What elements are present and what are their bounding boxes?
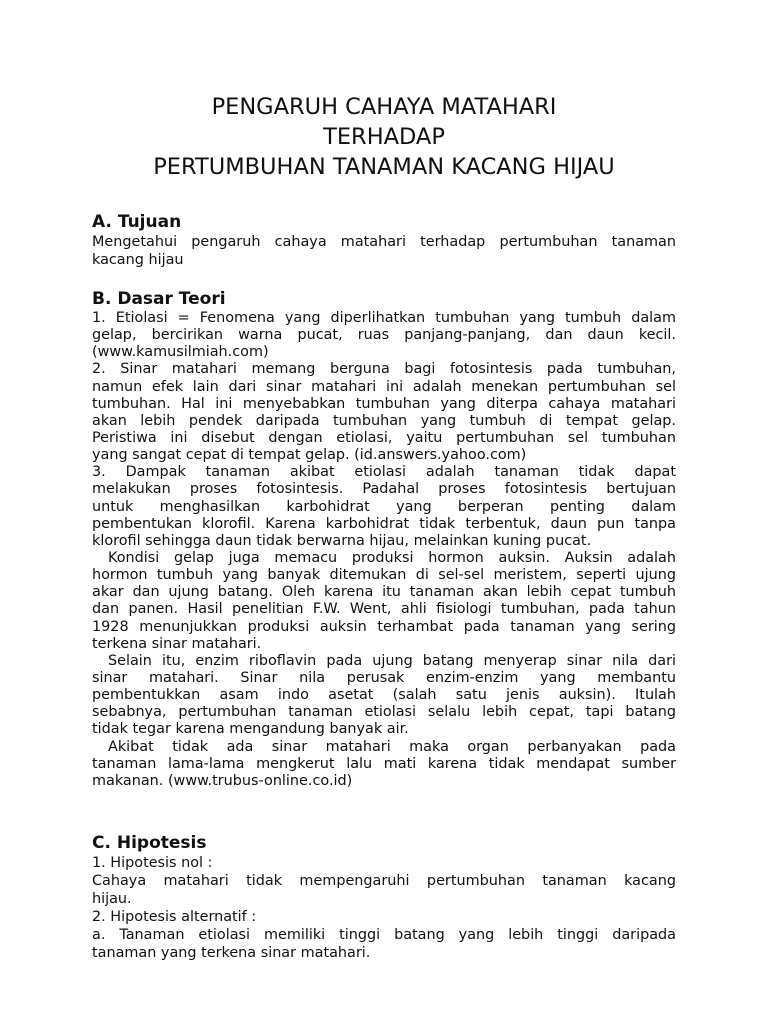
section-dasar-teori [92, 288, 676, 790]
paragraph [92, 739, 676, 790]
text-line: untuk menghasilkan karbohidrat yang berperan penting dalam [92, 498, 676, 515]
text-line: klorofil sehingga daun tidak berwarna hijau, melainkan kuning pucat. [92, 532, 592, 549]
text-line: 1. Hipotesis nol : [92, 855, 213, 871]
text-line: sebabnya, pertumbuhan tanaman etiolasi selalu lebih cepat, tapi batang [92, 704, 676, 721]
paragraph [92, 653, 676, 739]
section-tujuan [92, 211, 676, 269]
paragraph [92, 854, 676, 872]
section-heading: A. Tujuan [92, 212, 182, 232]
section-heading: C. Hipotesis [92, 833, 207, 853]
section-heading: B. Dasar Teori [92, 289, 226, 309]
text-line: dan panen. Hasil penelitian F.W. Went, ahli fisiologi tumbuhan, pada tahun [92, 601, 676, 618]
text-line: tanaman lama-lama mengkerut lalu mati karena tidak mendapat sumber [92, 755, 676, 772]
text-line: akan lebih pendek daripada tumbuhan yang tumbuh di tempat gelap. [92, 412, 676, 429]
text-line: Selain itu, enzim riboflavin pada ujung batang menyerap sinar nila dari [108, 652, 676, 669]
title-line: PERTUMBUHAN TANAMAN KACANG HIJAU [153, 154, 615, 180]
text-line: namun efek lain dari sinar matahari ini adalah menekan pertumbuhan sel [92, 378, 676, 395]
text-line: tanaman yang terkena sinar matahari. [92, 945, 371, 961]
text-line: akar dan ujung batang. Oleh karena itu tanaman akan lebih cepat tumbuh [92, 584, 676, 601]
text-line: hijau. [92, 891, 132, 907]
text-line: 1. Etiolasi = Fenomena yang diperlihatkan tumbuhan yang tumbuh dalam [92, 310, 676, 326]
text-line: kacang hijau [92, 252, 184, 268]
text-line: tidak tegar karena mengandung banyak air. [92, 721, 409, 738]
text-line: Peristiwa ini disebut dengan etiolasi, yaitu pertumbuhan sel tumbuhan [92, 429, 676, 446]
text-line: hormon tumbuh yang banyak ditemukan di sel-sel meristem, seperti ujung [92, 567, 676, 584]
text-line: pembentukan klorofil. Karena karbohidrat tidak terbentuk, daun pun tanpa [92, 515, 676, 532]
paragraph [92, 310, 676, 361]
text-line: a. Tanaman etiolasi memiliki tinggi batang yang lebih tinggi daripada [92, 927, 676, 943]
text-line: 2. Hipotesis alternatif : [92, 909, 257, 925]
text-line: makanan. (www.trubus-online.co.id) [92, 772, 353, 789]
paragraph [92, 361, 676, 464]
paragraph [92, 926, 676, 962]
text-line: gelap, bercirikan warna pucat, ruas panjang-panjang, dan daun kecil. [92, 327, 676, 344]
text-line: Akibat tidak ada sinar matahari maka organ perbanyakan pada [108, 738, 676, 755]
title-line: PENGARUH CAHAYA MATAHARI [211, 94, 557, 120]
paragraph [92, 908, 676, 926]
paragraph [92, 872, 676, 908]
title-line: TERHADAP [323, 124, 445, 150]
text-line: pembentukkan asam indo asetat (salah satu jenis auksin). Itulah [92, 687, 676, 704]
text-line: (www.kamusilmiah.com) [92, 344, 269, 361]
text-line: terkena sinar matahari. [92, 635, 262, 652]
section-hipotesis [92, 832, 676, 962]
text-line: sinar matahari. Sinar nila perusak enzim-enzim yang membantu [92, 669, 676, 686]
text-line: yang sangat cepat di tempat gelap. (id.answers.yahoo.com) [92, 447, 527, 464]
text-line: 1928 menunjukkan produksi auksin terhambat pada tanaman yang sering [92, 618, 676, 635]
text-line: Cahaya matahari tidak mempengaruhi pertumbuhan tanaman kacang [92, 873, 676, 889]
paragraph [92, 464, 676, 550]
text-line: 3. Dampak tanaman akibat etiolasi adalah tanaman tidak dapat [92, 464, 676, 481]
paragraph [92, 233, 676, 269]
text-line: Kondisi gelap juga memacu produksi hormon auksin. Auksin adalah [108, 549, 676, 566]
text-line: Mengetahui pengaruh cahaya matahari terhadap pertumbuhan tanaman [92, 234, 676, 250]
document-title [0, 92, 768, 182]
paragraph [92, 550, 676, 653]
text-line: 2. Sinar matahari memang berguna bagi fotosintesis pada tumbuhan, [92, 361, 676, 378]
text-line: tumbuhan. Hal ini menyebabkan tumbuhan yang diterpa cahaya matahari [92, 395, 676, 412]
text-line: melakukan proses fotosintesis. Padahal proses fotosintesis bertujuan [92, 481, 676, 498]
